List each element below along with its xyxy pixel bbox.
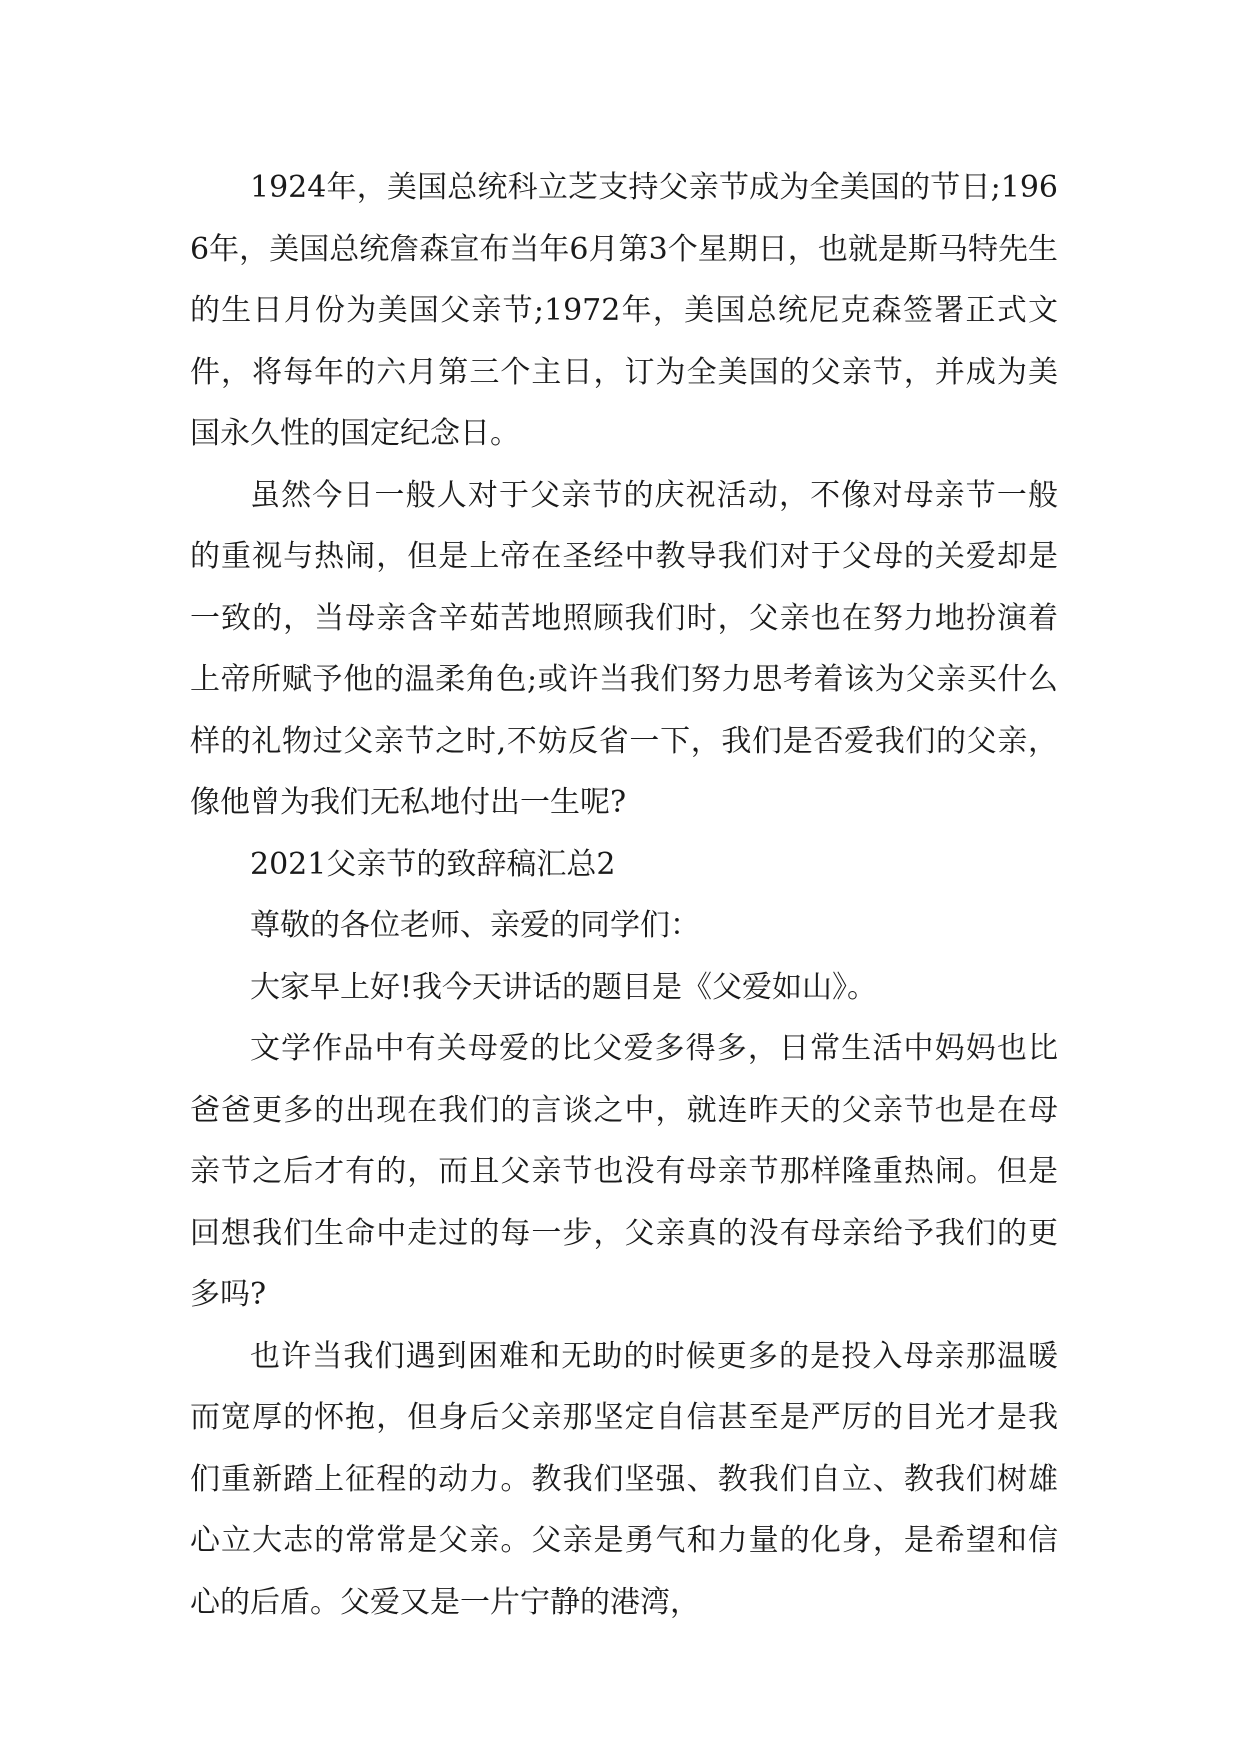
- paragraph-reflection: 虽然今日一般人对于父亲节的庆祝活动，不像对母亲节一般的重视与热闹，但是上帝在圣经中教导我们对于父母的关爱却是一致的，当母亲含辛茹苦地照顾我们时，父亲也在努力地扮演着上帝所赋予他的温柔角色;或许当我们努力思考着该为父亲买什么样的礼物过父亲节之时,不妨反省一下，我们是否爱我们的父亲，像他曾为我们无私地付出一生呢?: [190, 477, 1058, 820]
- salutation: 尊敬的各位老师、亲爱的同学们：: [250, 908, 700, 943]
- greeting: 大家早上好!我今天讲话的题目是《父爱如山》。: [250, 969, 878, 1005]
- section-title: 2021父亲节的致辞稿汇总2: [250, 846, 616, 882]
- paragraph-history: 1924年，美国总统科立芝支持父亲节成为全美国的节日;1966年，美国总统詹森宣布当年6月第3个星期日，也就是斯马特先生的生日月份为美国父亲节;1972年，美国总统尼克森签署正式文件，将每年的六月第三个主日，订为全美国的父亲节，并成为美国永久性的国定纪念日。: [190, 170, 1058, 451]
- paragraph-father-role: 也许当我们遇到困难和无助的时候更多的是投入母亲那温暖而宽厚的怀抱，但身后父亲那坚定自信甚至是严厉的目光才是我们重新踏上征程的动力。教我们坚强、教我们自立、教我们树雄心立大志的常常是父亲。父亲是勇气和力量的化身，是希望和信心的后盾。父爱又是一片宁静的港湾，: [190, 1338, 1058, 1620]
- document-body: [190, 157, 1058, 1633]
- paragraph-literature: 文学作品中有关母爱的比父爱多得多，日常生活中妈妈也比爸爸更多的出现在我们的言谈之中，就连昨天的父亲节也是在母亲节之后才有的，而且父亲节也没有母亲节那样隆重热闹。但是回想我们生命中走过的每一步，父亲真的没有母亲给予我们的更多吗?: [190, 1031, 1058, 1312]
